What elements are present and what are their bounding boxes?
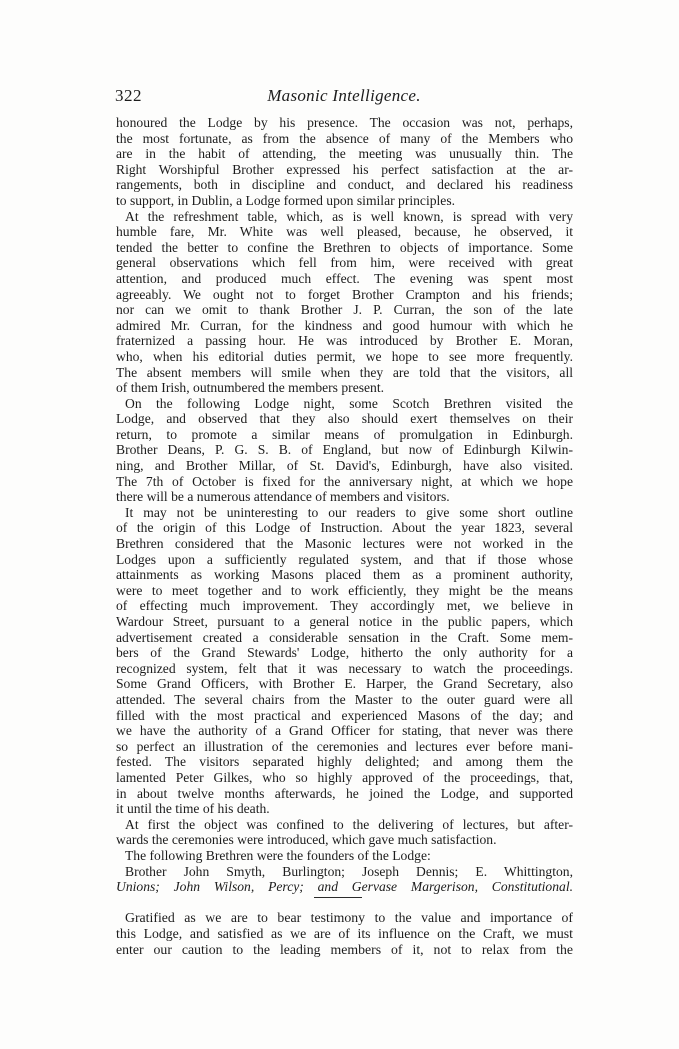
text-line: agreeably. We ought not to forget Brother Crampton and his friends; — [116, 286, 573, 302]
text-line: of the origin of this Lodge of Instruction. About the year 1823, several — [116, 520, 573, 536]
running-header — [115, 86, 573, 108]
section-divider-rule — [314, 897, 362, 898]
text-line: The 7th of October is fixed for the anniversary night, at which we hope — [116, 473, 573, 489]
text-line: Gratified as we are to bear testimony to the value and importance of — [125, 910, 573, 925]
text-line: Some Grand Officers, with Brother E. Harper, the Grand Secretary, also — [116, 676, 573, 692]
text-line: nor can we omit to thank Brother J. P. Curran, the son of the late — [116, 302, 573, 318]
text-line: tended the better to confine the Brethren to objects of importance. Some — [116, 239, 573, 255]
text-line: are in the habit of attending, the meeting was unusually thin. The — [116, 146, 573, 162]
text-line: The following Brethren were the founders of the Lodge: — [125, 847, 431, 863]
text-line: of effecting much improvement. They accordingly met, we believe in — [116, 598, 573, 614]
text-line: The absent members will smile when they are told that the visitors, all — [116, 364, 573, 380]
text-line: Unions; John Wilson, Percy; and Gervase Margerison, Constitutional. — [116, 879, 573, 895]
text-line: recognized system, felt that it was necessary to watch the proceedings. — [116, 660, 573, 676]
page-number: 322 — [115, 86, 142, 105]
text-line: we have the authority of a Grand Officer for stating, that never was there — [116, 723, 573, 739]
text-line: Lodge, and observed that they also should exert themselves on their — [116, 411, 573, 427]
text-line: there will be a numerous attendance of members and visitors. — [116, 489, 450, 505]
text-line: so perfect an illustration of the ceremonies and lectures ever before mani- — [116, 738, 573, 754]
text-line: general observations which fell from him, were received with great — [116, 255, 573, 271]
text-line: ning, and Brother Millar, of St. David's, Edinburgh, have also visited. — [116, 458, 573, 474]
text-line: humble fare, Mr. White was well pleased, because, he observed, it — [116, 224, 573, 240]
text-line: attainments as working Masons placed them as a prominent authority, — [116, 567, 573, 583]
text-line: Lodges upon a sufficiently regulated system, and that if those whose — [116, 551, 573, 567]
text-line: It may not be uninteresting to our readers to give some short outline — [125, 504, 573, 520]
text-line: attention, and produced much effect. The evening was spent most — [116, 270, 573, 286]
text-line: to support, in Dublin, a Lodge formed upon similar principles. — [116, 192, 456, 208]
closing-paragraph — [116, 910, 573, 959]
text-line: Right Worshipful Brother expressed his perfect satisfaction at the ar- — [116, 161, 573, 177]
running-title: Masonic Intelligence. — [267, 86, 421, 105]
text-line: lamented Peter Gilkes, who so highly approved of the proceedings, that, — [116, 769, 573, 785]
text-line: rangements, both in discipline and conduct, and declared his readiness — [116, 177, 573, 193]
body-text — [116, 115, 573, 895]
text-line: admired Mr. Curran, for the kindness and good humour with which he — [116, 317, 573, 333]
text-line: honoured the Lodge by his presence. The occasion was not, perhaps, — [116, 115, 573, 130]
text-line: attended. The several chairs from the Master to the outer guard were all — [116, 691, 573, 707]
text-line: who, when his editorial duties permit, we hope to see more frequently. — [116, 348, 573, 364]
text-line: in about twelve months afterwards, he joined the Lodge, and supported — [116, 785, 573, 801]
text-line: advertisement created a considerable sensation in the Craft. Some mem- — [116, 629, 573, 645]
text-line: fraternized a passing hour. He was introduced by Brother E. Moran, — [116, 333, 573, 349]
text-line: enter our caution to the leading members of it, not to relax from the — [116, 942, 573, 958]
text-line: Brother John Smyth, Burlington; Joseph Dennis; E. Whittington, — [125, 863, 573, 879]
text-line: the most fortunate, as from the absence of many of the Members who — [116, 130, 573, 146]
text-line: bers of the Grand Stewards' Lodge, hitherto the only authority for a — [116, 645, 573, 661]
text-line: fested. The visitors separated highly delighted; and among them the — [116, 754, 573, 770]
text-line: of them Irish, outnumbered the members present. — [116, 380, 385, 396]
text-line: filled with the most practical and experienced Masons of the day; and — [116, 707, 573, 723]
text-line: return, to promote a similar means of promulgation in Edinburgh. — [116, 426, 573, 442]
text-line: Wardour Street, pursuant to a general notice in the public papers, which — [116, 614, 573, 629]
text-line: At the refreshment table, which, as is well known, is spread with very — [125, 208, 573, 224]
text-line: Brethren considered that the Masonic lectures were not worked in the — [116, 536, 573, 552]
text-line: were to meet together and to work efficiently, they might be the means — [116, 582, 573, 598]
text-line: Brother Deans, P. G. S. B. of England, but now of Edinburgh Kilwin- — [116, 442, 573, 458]
text-line: wards the ceremonies were introduced, which gave much satisfaction. — [116, 832, 497, 848]
text-line: On the following Lodge night, some Scotch Brethren visited the — [125, 395, 573, 411]
text-line: this Lodge, and satisfied as we are of its influence on the Craft, we must — [116, 926, 573, 942]
text-line: At first the object was confined to the delivering of lectures, but after- — [125, 816, 573, 832]
text-line: it until the time of his death. — [116, 801, 270, 817]
